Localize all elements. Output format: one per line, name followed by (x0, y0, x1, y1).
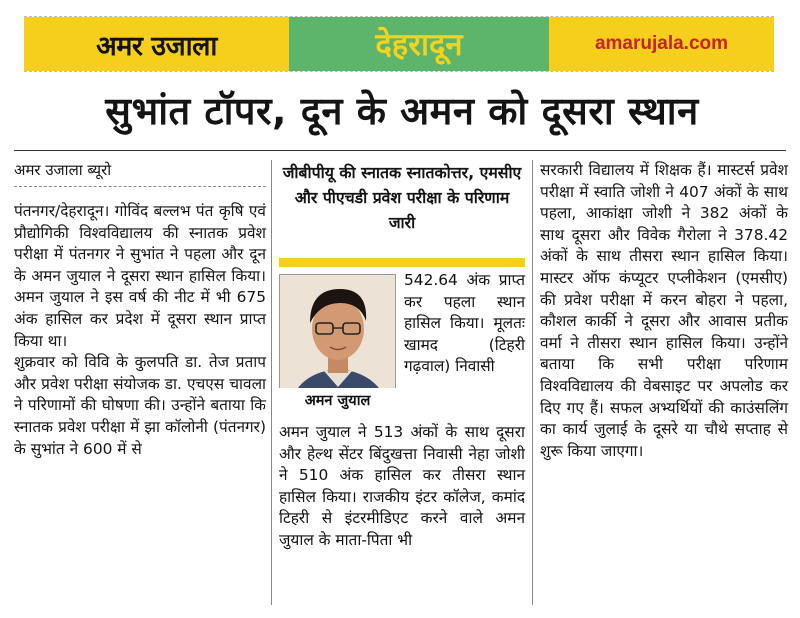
column-3 (540, 160, 788, 462)
website-block (549, 17, 774, 71)
deck-yellow-bar (279, 258, 525, 267)
column-separator (532, 160, 533, 605)
article-paragraph-1: पंतनगर/देहरादून। गोविंद बल्लभ पंत कृषि एवं प्रौद्योगिकी विश्वविद्यालय की स्नातक प्रवेश परीक्षा में पंतनगर ने सुभांत ने पहला और दून के अमन जुयाल ने दूसरा स्थान हासिल किया। अमन जुयाल ने इस वर्ष की नीट में भी 675 अंक हासिल कर प्रदेश में दूसरा स्थान प्राप्त किया था। (14, 202, 266, 350)
city-edition-block (289, 17, 549, 71)
column-1 (14, 160, 266, 460)
headline-rule (14, 150, 786, 151)
brand-logo: अमर उजाला (96, 30, 217, 62)
deck-subheadline: जीबीपीयू की स्नातक स्नातकोत्तर, एमसीए और पीएचडी प्रवेश परीक्षा के परिणाम जारी (282, 163, 522, 232)
photo-caption: अमन जुयाल (279, 388, 396, 412)
website-label: amarujala.com (594, 33, 729, 54)
byline: अमर उजाला ब्यूरो (14, 160, 266, 187)
city-edition-label: देहरादून (375, 27, 463, 63)
column-separator (271, 160, 272, 605)
brand-block (24, 17, 289, 71)
article-paragraph-2: शुक्रवार को विवि के कुलपति डा. तेज प्रताप और प्रवेश परीक्षा संयोजक डा. एचएस चावला ने परिणामों की घोषणा की। उन्होंने बताया कि स्नातक प्रवेश परीक्षा में झा कॉलोनी (पंतनगर) के सुभांत ने 600 में से (14, 353, 266, 458)
masthead (24, 16, 774, 72)
column-2-text: अमन जुयाल ने 513 अंकों के साथ दूसरा और हेल्थ सेंटर बिंदुखत्ता निवासी नेहा जोशी ने 510 अंक हासिल कर तीसरा स्थान हासिल किया। राजकीय इंटर कॉलेज, कमांद टिहरी से इंटरमीडिएट करने वाले अमन जुयाल के माता-पिता भी (279, 423, 525, 549)
article-paragraph-3: सरकारी विद्यालय में शिक्षक हैं। मास्टर्स प्रवेश परीक्षा में स्वाति जोशी ने 407 अंकों के साथ पहला, आकांक्षा जोशी ने 382 अंकों के साथ दूसरा और विवेक गैरोला ने 378.42 अंकों के साथ तीसरा स्थान हासिल किया। मास्टर ऑफ कंप्यूटर एप्लीकेशन (एमसीए) की प्रवेश परीक्षा में करन बोहरा ने पहला, कौशल कार्की ने दूसरा और आवास प्रतीक वर्मा ने तीसरा स्थान हासिल किया। उन्होंने बताया कि सभी परीक्षा परिणाम विश्वविद्यालय की वेबसाइट पर अपलोड कर दिए गए हैं। सफल अभ्यर्थियों की काउंसलिंग का कार्य जुलाई के दूसरे या चौथे सप्ताह से शुरू किया जाएगा। (540, 161, 788, 460)
photo-side-text: 542.64 अंक प्राप्त कर पहला स्थान हासिल किया। मूलतः खामद (टिहरी गढ़वाल) निवासी (404, 271, 525, 376)
headline: सुभांत टॉपर, दून के अमन को दूसरा स्थान (105, 89, 699, 133)
